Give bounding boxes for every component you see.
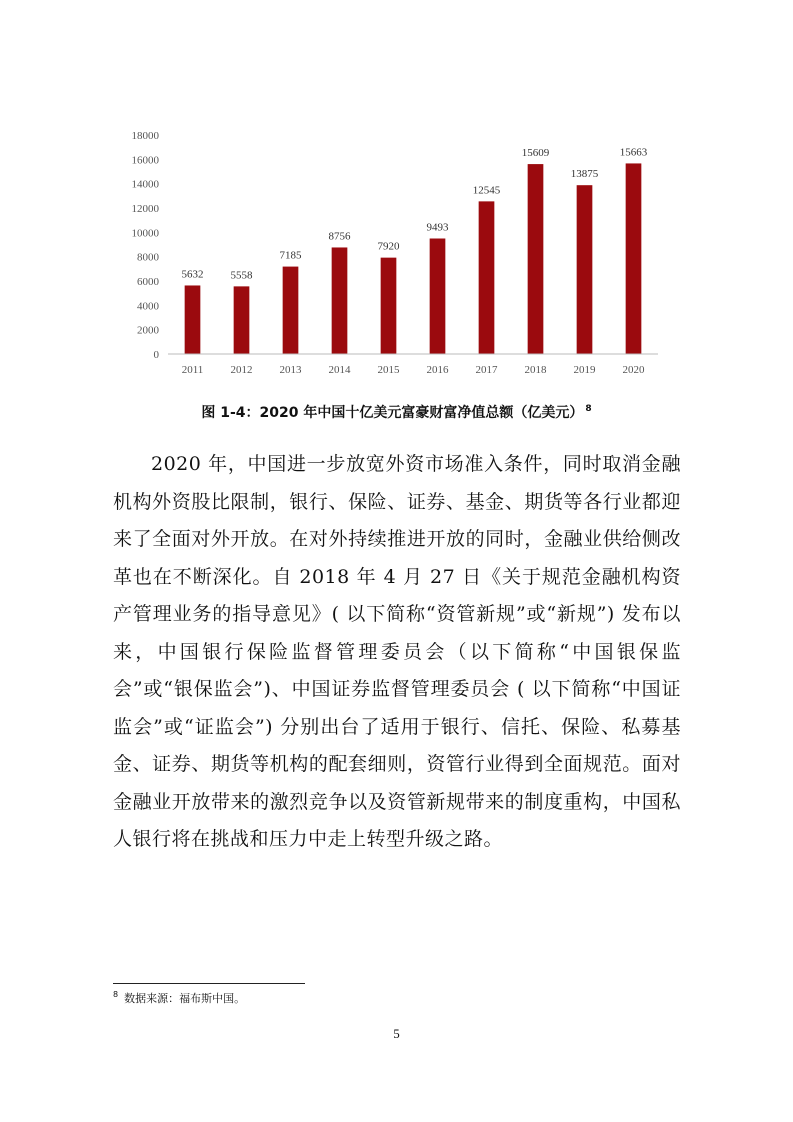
bar-2012 — [234, 286, 250, 354]
x-axis — [168, 354, 658, 376]
y-tick-label: 6000 — [137, 276, 159, 288]
x-tick-label: 2019 — [573, 364, 596, 376]
caption-footnote-ref: 8 — [585, 404, 592, 415]
x-tick-label: 2012 — [230, 364, 253, 376]
x-tick-label: 2018 — [524, 364, 547, 376]
figure-caption — [0, 402, 793, 422]
x-tick-label: 2011 — [181, 364, 204, 376]
footnote-divider — [113, 983, 305, 984]
bars — [182, 146, 648, 354]
footnote-number: 8 — [113, 990, 119, 1000]
bar-value-label: 12545 — [472, 184, 501, 197]
x-tick-label: 2020 — [622, 364, 645, 376]
bar-2018 — [528, 164, 544, 354]
bar-2011 — [185, 285, 201, 354]
caption-text: 图 1-4：2020 年中国十亿美元富豪财富净值总额（亿美元） — [201, 405, 584, 421]
x-tick-label: 2015 — [377, 364, 400, 376]
bar-2013 — [283, 267, 299, 354]
bar-value-label: 9493 — [426, 221, 449, 234]
bar-2014 — [332, 247, 348, 354]
bar-2020 — [626, 163, 642, 354]
x-tick-label: 2017 — [475, 364, 498, 376]
bar-chart — [110, 118, 670, 388]
y-tick-label: 0 — [153, 349, 159, 361]
footnote — [113, 990, 245, 1006]
bar-value-label: 7920 — [377, 240, 400, 253]
x-tick-label: 2013 — [279, 364, 302, 376]
y-tick-label: 2000 — [137, 324, 159, 337]
bar-2015 — [381, 258, 397, 354]
footnote-text: 数据来源：福布斯中国。 — [124, 992, 246, 1005]
y-tick-label: 18000 — [131, 130, 159, 142]
bar-value-label: 13875 — [570, 168, 599, 181]
x-tick-label: 2016 — [426, 364, 449, 376]
page-number: 5 — [393, 1026, 400, 1041]
y-axis — [132, 130, 160, 361]
bar-value-label: 8756 — [328, 230, 351, 243]
y-tick-label: 14000 — [131, 178, 159, 191]
bar-2019 — [577, 185, 593, 354]
bar-value-label: 5632 — [181, 268, 204, 281]
y-tick-label: 12000 — [131, 203, 159, 215]
y-tick-label: 8000 — [137, 251, 159, 264]
y-tick-label: 16000 — [131, 154, 159, 167]
bar-2017 — [479, 201, 495, 354]
y-tick-label: 10000 — [131, 227, 159, 240]
bar-2016 — [430, 239, 446, 354]
bar-value-label: 7185 — [279, 249, 302, 262]
y-tick-label: 4000 — [137, 300, 159, 313]
bar-value-label: 5558 — [230, 269, 253, 282]
bar-value-label: 15663 — [619, 146, 648, 159]
body-paragraph: 2020 年，中国进一步放宽外资市场准入条件，同时取消金融机构外资股比限制，银行、保险、证券、基金、期货等各行业都迎来了全面对外开放。在对外持续推进开放的同时，金融业供给侧改革也在不断深化。自 2018 年 4 月 27 日《关于规范金融机构资产管理业务的指导意见》( 以下简称“资管新规”或“新规”) 发布以来，中国银行保险监督管理委员会（以下简称“中国银保监会”或“银保监会”)、中国证券监督管理委员会 ( 以下简称“中国证监会”或“证监会”) 分别出台了适用于银行、信托、保险、私募基金、证券、期货等机构的配套细则，资管行业得到全面规范。面对金融业开放带来的激烈竞争以及资管新规带来的制度重构，中国私人银行将在挑战和压力中走上转型升级之路。 — [113, 453, 681, 850]
bar-value-label: 15609 — [521, 147, 550, 160]
x-tick-label: 2014 — [328, 364, 351, 376]
